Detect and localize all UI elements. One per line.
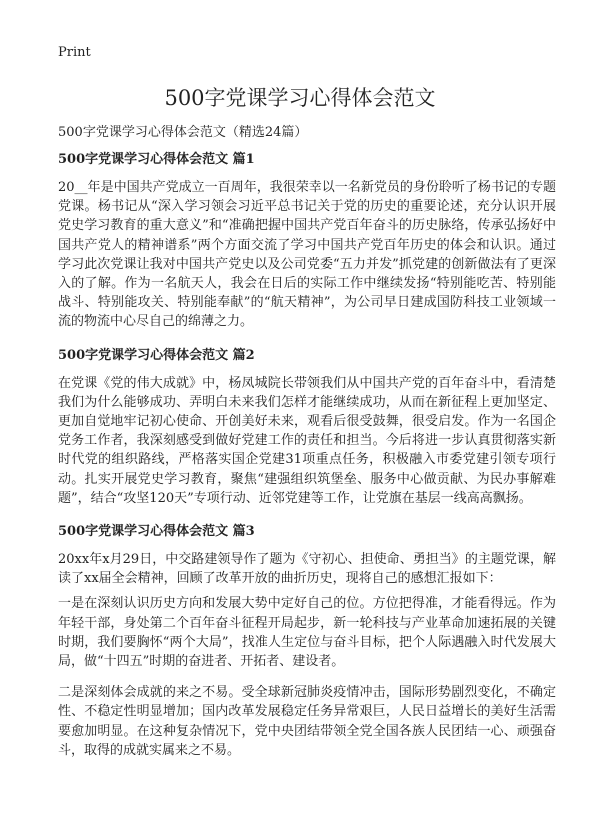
section-3 <box>58 520 556 760</box>
section-paragraph: 在党课《党的伟大成就》中，杨凤城院长带领我们从中国共产党的百年奋斗中，看清楚我们为什么能够成功、弄明白未来我们怎样才能继续成功，从而在新征程上更加坚定、更加自觉地牢记初心使命、开创美好未来，观看后很受鼓舞，很受启发。作为一名国企党务工作者，我深刻感受到做好党建工作的责任和担当。今后将进一步认真贯彻落实新时代党的组织路线，严格落实国企党建31项重点任务，积极融入市委党建引领专项行动。扎实开展党史学习教育，聚焦“建强组织筑堡垒、服务中心做贡献、为民办事解难题”，结合“攻坚120天”专项行动、近邻党建等工作，让党旗在基层一线高高飘扬。 <box>58 375 556 506</box>
document-subtitle: 500字党课学习心得体会范文（精选24篇） <box>58 125 308 140</box>
print-link[interactable]: Print <box>58 45 91 60</box>
section-heading: 500字党课学习心得体会范文 篇1 <box>58 152 255 167</box>
section-1 <box>58 148 556 332</box>
section-paragraph: 一是在深刻认识历史方向和发展大势中定好自己的位。方位把得准，才能看得远。作为年轻干部，身处第二个百年奋斗征程开局起步，新一轮科技与产业革命加速拓展的关键时期，我们要胸怀“两个大局”，找准人生定位与奋斗目标，把个人际遇融入时代发展大局，做“十四五”时期的奋进者、开拓者、建设者。 <box>58 596 556 670</box>
section-heading: 500字党课学习心得体会范文 篇2 <box>58 347 255 363</box>
section-paragraph: 20__年是中国共产党成立一百周年，我很荣幸以一名新党员的身份聆听了杨书记的专题党课。杨书记从“深入学习领会习近平总书记关于党的历史的重要论述，充分认识开展党史学习教育的重大意义”和“准确把握中国共产党百年奋斗的历史脉络，传承弘扬好中国共产党人的精神谱系”两个方面交流了学习中国共产党百年历史的体会和认识。通过学习此次党课让我对中国共产党史以及公司党委“五力并发”抓党建的创新做法有了更深入的了解。作为一名航天人，我会在日后的实际工作中继续发扬“特别能吃苦、特别能战斗、特别能攻关、特别能奉献”的“航天精神”，为公司早日建成国防科技工业领域一流的物流中心尽自己的绵薄之力。 <box>58 180 556 330</box>
document-body <box>58 148 556 772</box>
section-heading: 500字党课学习心得体会范文 篇3 <box>58 524 255 540</box>
section-2 <box>58 344 556 508</box>
section-paragraph: 二是深刻体会成就的来之不易。受全球新冠肺炎疫情冲击，国际形势剧烈变化，不确定性、不稳定性明显增加；国内改革发展稳定任务异常艰巨，人民日益增长的美好生活需要愈加明显。在这种复杂情况下，党中央团结带领全党全国各族人民团结一心、顽强奋斗，取得的成就实属来之不易。 <box>58 685 556 758</box>
section-paragraph: 20xx年x月29日，中交路建领导作了题为《守初心、担使命、勇担当》的主题党课，解读了xx届全会精神，回顾了改革开放的曲折历史，现将自己的感想汇报如下： <box>58 552 556 587</box>
document-title: 500字党课学习心得体会范文 <box>164 86 436 110</box>
